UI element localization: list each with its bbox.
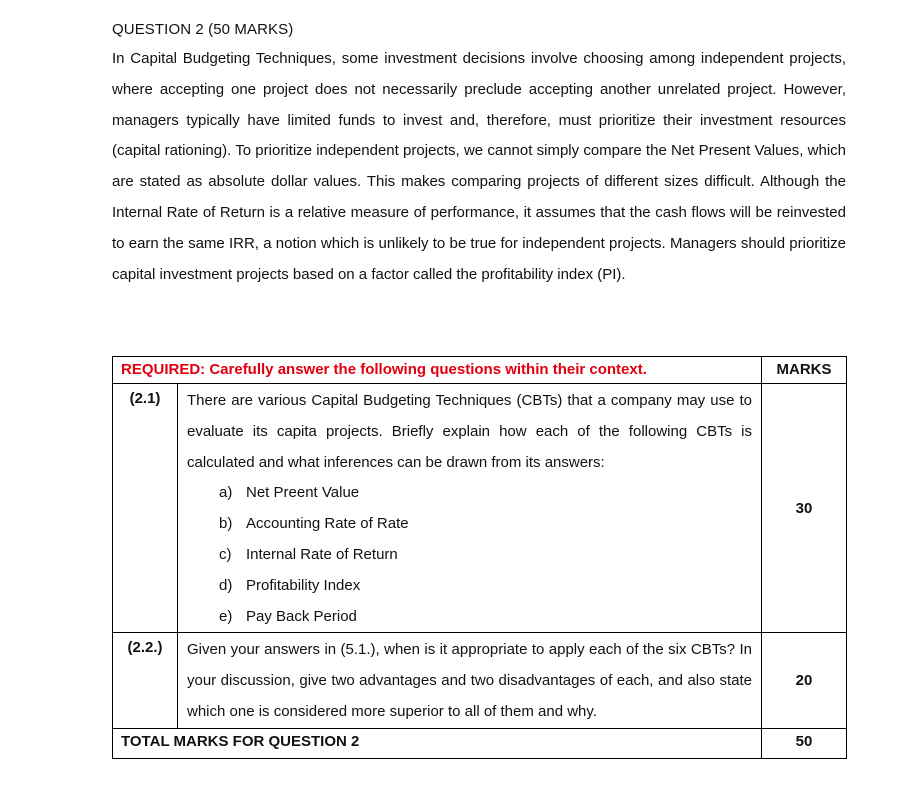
list-item-label: Pay Back Period: [246, 607, 357, 625]
list-item-label: Internal Rate of Return: [246, 545, 398, 563]
list-item-letter: a): [219, 484, 233, 502]
question-text-cell: [178, 384, 762, 633]
total-row: [113, 728, 847, 758]
total-label: TOTAL MARKS FOR QUESTION 2: [113, 728, 762, 758]
intro-paragraph: In Capital Budgeting Techniques, some investment decisions involve choosing among independent projects, where accepting one project does not necessarily preclude accepting another unrelated project. However, managers typically have limited funds to invest and, therefore, must prioritize their investment resources (capital rationing). To prioritize independent projects, we cannot simply compare the Net Present Values, which are stated as absolute dollar values. This makes comparing projects of different sizes difficult. Although the Internal Rate of Return is a relative measure of performance, it assumes that the cash flows will be reinvested to earn the same IRR, a notion which is unlikely to be true for independent projects. Managers should prioritize capital investment projects based on a factor called the profitability index (PI).: [112, 50, 846, 283]
list-item: [219, 571, 752, 602]
question-text: Given your answers in (5.1.), when is it appropriate to apply each of the six CBTs? In your discussion, give two advantages and two disadvantages of each, and also state which one is considered more superior to all of them and why.: [178, 633, 762, 728]
cbt-list: [187, 478, 752, 632]
required-label: REQUIRED: Carefully answer the following questions within their context.: [113, 357, 762, 384]
list-item: [219, 509, 752, 540]
question-marks: 20: [762, 633, 847, 728]
list-item-label: Accounting Rate of Rate: [246, 515, 409, 533]
table-row: [113, 633, 847, 728]
total-marks: 50: [762, 728, 847, 758]
list-item: [219, 478, 752, 509]
table-header-row: [113, 357, 847, 384]
question-number: (2.2.): [113, 633, 178, 728]
table-row: [113, 384, 847, 633]
list-item-letter: b): [219, 515, 233, 533]
list-item: [219, 540, 752, 571]
list-item-letter: c): [219, 545, 232, 563]
question-marks: 30: [762, 384, 847, 633]
list-item-label: Profitability Index: [246, 576, 361, 594]
requirements-table: [112, 356, 847, 759]
question-text: There are various Capital Budgeting Techniques (CBTs) that a company may use to evaluate its capita projects. Briefly explain how each of the following CBTs is calculated and what inferences can be drawn from its answers:: [187, 392, 752, 471]
marks-header: MARKS: [762, 357, 847, 384]
question-number: (2.1): [113, 384, 178, 633]
question-heading: QUESTION 2 (50 MARKS): [112, 21, 294, 38]
list-item: [219, 602, 752, 633]
list-item-letter: d): [219, 576, 233, 594]
list-item-letter: e): [219, 607, 233, 625]
list-item-label: Net Preent Value: [246, 484, 360, 502]
